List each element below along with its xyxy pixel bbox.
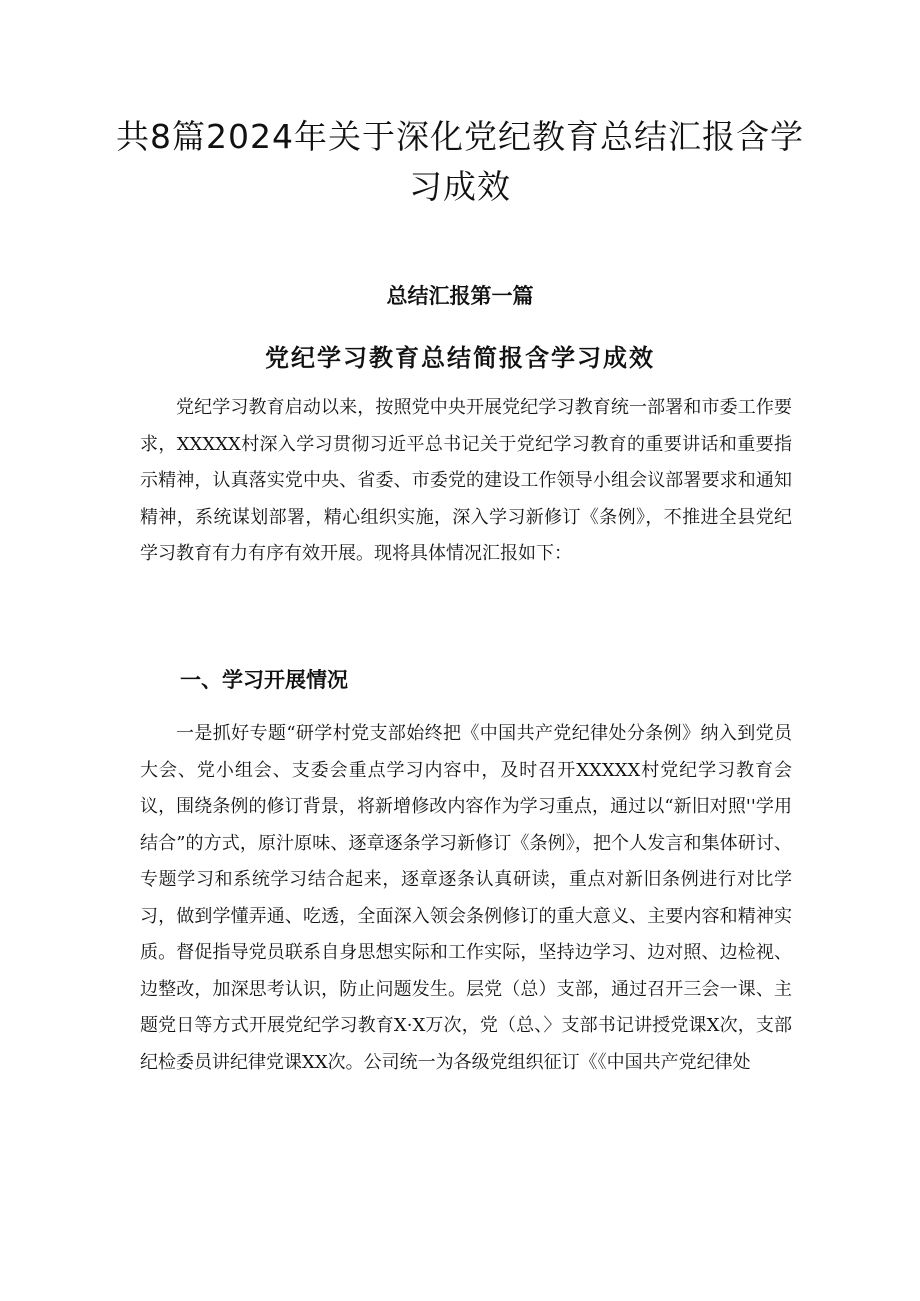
- body-paragraph: 一是抓好专题“研学村党支部始终把《中国共产党纪律处分条例》纳入到党员大会、党小组会、支委会重点学习内容中，及时召开XXXXX村党纪学习教育会议，围绕条例的修订背景，将新增修改内容作为学习重点，通过以“新旧对照''学用结合”的方式，原汁原味、逐章逐条学习新修订《条例》，把个人发言和集体研讨、专题学习和系统学习结合起来，逐章逐条认真研读，重点对新旧条例进行对比学习，做到学懂弄通、吃透，全面深入领会条例修订的重大意义、主要内容和精神实质。督促指导党员联系自身思想实际和工作实际，坚持边学习、边对照、边检视、边整改，加深思考认识，防止问题发生。层党（总）支部，通过召开三会一课、主题党日等方式开展党纪学习教育X·X万次，党（总、〉支部书记讲授党课X次，支部纪检委员讲纪律党课XX次。公司统一为各级党组织征订《《中国共产党纪律处: [140, 723, 792, 1073]
- report-title: 党纪学习教育总结简报含学习成效: [265, 343, 655, 372]
- intro-paragraph: 党纪学习教育启动以来，按照党中央开展党纪学习教育统一部署和市委工作要求，XXXXX村深入学习贯彻习近平总书记关于党纪学习教育的重要讲话和重要指示精神，认真落实党中央、省委、市委党的建设工作领导小组会议部署要求和通知精神，系统谋划部署，精心组织实施，深入学习新修订《条例》，不推进全县党纪学习教育有力有序有效开展。现将具体情况汇报如下：: [140, 397, 792, 564]
- subheading-study-status: 一、学习开展情况: [180, 668, 348, 692]
- document-title: 共8篇2024年关于深化党纪教育总结汇报含学习成效: [116, 117, 804, 206]
- section-heading: 总结汇报第一篇: [386, 284, 534, 308]
